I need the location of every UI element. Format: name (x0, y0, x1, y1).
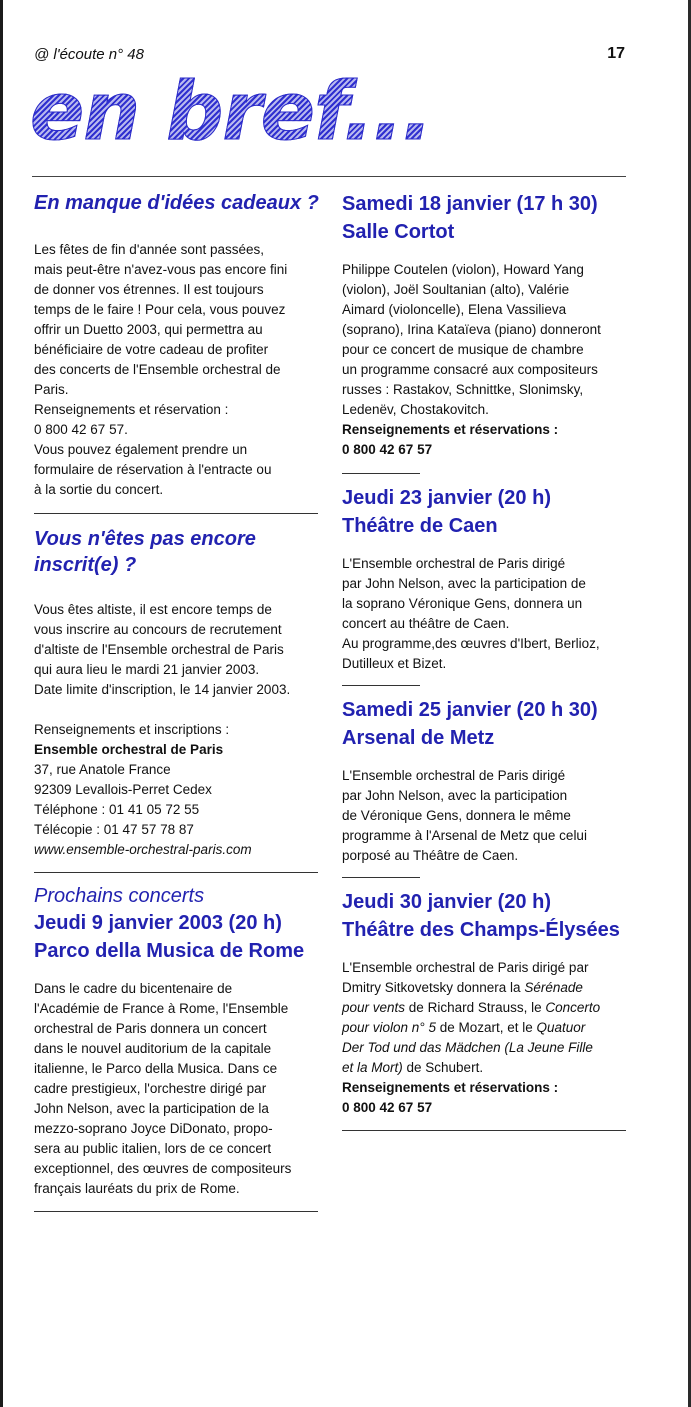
text-line: porposé au Théâtre de Caen. (342, 848, 519, 863)
metz-concert-text (342, 766, 627, 866)
work-title-line: Der Tod und das Mädchen (La Jeune Fille (342, 1040, 593, 1055)
text-line: l'Académie de France à Rome, l'Ensemble (34, 1001, 289, 1016)
work-title: Concerto (545, 1000, 601, 1015)
text-line: la soprano Véronique Gens, donnera un (342, 596, 583, 611)
text-line: Aimard (violoncelle), Elena Vassilieva (342, 302, 567, 317)
text-line: L'Ensemble orchestral de Paris dirigé (342, 556, 566, 571)
text-line: exceptionnel, des œuvres de compositeurs (34, 1161, 292, 1176)
upcoming-concerts-kicker: Prochains concerts (34, 885, 205, 907)
website-link[interactable]: www.ensemble-orchestral-paris.com (34, 842, 252, 857)
text-line: temps de le faire ! Pour cela, vous pouvez (34, 302, 286, 317)
caen-concert-heading (342, 484, 627, 540)
text-line: (violon), Joël Soultanian (alto), Valérie (342, 282, 570, 297)
work-title: pour violon n° 5 (342, 1020, 436, 1035)
text-line: Paris. (34, 382, 69, 397)
registration-heading-line: Vous n'êtes pas encore (34, 528, 256, 550)
gift-heading: En manque d'idées cadeaux ? (34, 192, 319, 214)
champs-elysees-concert-text (342, 958, 627, 1118)
text-line: John Nelson, avec la participation de la (34, 1101, 269, 1116)
banner-title: en bref... (30, 65, 432, 158)
contact-address: 37, rue Anatole France (34, 762, 171, 777)
text-line: vous inscrire au concours de recrutement (34, 622, 282, 637)
text-line: mais peut-être n'avez-vous pas encore fini (34, 262, 288, 277)
text-line: des concerts de l'Ensemble orchestral de (34, 362, 281, 377)
champs-elysees-concert-heading (342, 888, 627, 944)
section-divider (34, 1211, 318, 1212)
work-title: et la Mort) (342, 1060, 403, 1075)
phone-number: 0 800 42 67 57. (34, 422, 128, 437)
text-line: français lauréats du prix de Rome. (34, 1181, 240, 1196)
cortot-concert-heading (342, 190, 627, 246)
text-line: mezzo-soprano Joyce DiDonato, propo- (34, 1121, 273, 1136)
section-banner (30, 65, 432, 158)
text-line: italienne, le Parco della Musica. Dans ce (34, 1061, 278, 1076)
rome-concert-text (34, 979, 319, 1199)
text-line (342, 1058, 627, 1078)
text-line: pour ce concert de musique de chambre (342, 342, 584, 357)
banner-divider (32, 176, 626, 177)
concert-venue: Arsenal de Metz (342, 727, 495, 749)
concert-venue: Parco della Musica de Rome (34, 940, 305, 962)
text-line: L'Ensemble orchestral de Paris dirigé par (342, 960, 589, 975)
text-line: orchestral de Paris donnera un concert (34, 1021, 267, 1036)
metz-concert-heading (342, 696, 627, 752)
text-fragment: de Schubert. (402, 1060, 484, 1075)
cortot-concert-text (342, 260, 627, 460)
section-divider (342, 1130, 626, 1131)
concert-date: Jeudi 30 janvier (20 h) (342, 891, 551, 913)
caen-concert-text (342, 554, 627, 674)
text-line: par John Nelson, avec la participation (342, 788, 568, 803)
registration-text (34, 600, 319, 860)
issue-label: @ l'écoute n° 48 (34, 46, 144, 63)
reservation-phone: 0 800 42 67 57 (342, 1100, 433, 1115)
text-fragment: de Richard Strauss, le (405, 1000, 546, 1015)
text-line (342, 1018, 627, 1038)
rome-concert-heading (34, 909, 319, 965)
text-line: de donner vos étrennes. Il est toujours (34, 282, 264, 297)
left-column (34, 190, 319, 1212)
text-line: russes : Rastakov, Schnittke, Slonimsky, (342, 382, 584, 397)
text-line: Dans le cadre du bicentenaire de (34, 981, 233, 996)
concert-venue: Salle Cortot (342, 221, 455, 243)
concert-venue: Théâtre des Champs-Élysées (342, 919, 620, 941)
text-line: Au programme,des œuvres d'Ibert, Berlioz, (342, 636, 600, 651)
text-line: cadre prestigieux, l'orchestre dirigé par (34, 1081, 267, 1096)
scan-edge-left (0, 0, 3, 1407)
concert-venue: Théâtre de Caen (342, 515, 498, 537)
text-line: par John Nelson, avec la participation de (342, 576, 586, 591)
concert-date: Jeudi 23 janvier (20 h) (342, 487, 551, 509)
text-line: de Véronique Gens, donnera le même (342, 808, 571, 823)
text-line: Vous pouvez également prendre un (34, 442, 248, 457)
work-title: Quatuor (536, 1020, 586, 1035)
text-line: Philippe Coutelen (violon), Howard Yang (342, 262, 584, 277)
text-fragment: Dmitry Sitkovetsky donnera la (342, 980, 525, 995)
concert-date: Samedi 18 janvier (17 h 30) (342, 193, 598, 215)
text-line: dans le nouvel auditorium de la capitale (34, 1041, 272, 1056)
concert-date: Samedi 25 janvier (20 h 30) (342, 699, 598, 721)
reservation-phone: 0 800 42 67 57 (342, 442, 433, 457)
text-line: Dutilleux et Bizet. (342, 656, 447, 671)
text-line: à la sortie du concert. (34, 482, 164, 497)
gift-text (34, 240, 319, 500)
text-line (342, 998, 627, 1018)
right-column (342, 190, 627, 1131)
contact-fax: Télécopie : 01 47 57 78 87 (34, 822, 194, 837)
contact-city: 92309 Levallois-Perret Cedex (34, 782, 212, 797)
registration-heading-line: inscrit(e) ? (34, 554, 137, 576)
text-line: Ledenëv, Chostakovitch. (342, 402, 489, 417)
text-line: (soprano), Irina Kataïeva (piano) donneront (342, 322, 601, 337)
text-line: concert au théâtre de Caen. (342, 616, 510, 631)
text-line: un programme consacré aux compositeurs (342, 362, 598, 377)
contact-intro: Renseignements et inscriptions : (34, 722, 230, 737)
text-line: L'Ensemble orchestral de Paris dirigé (342, 768, 566, 783)
text-line: qui aura lieu le mardi 21 janvier 2003. (34, 662, 260, 677)
text-line: offrir un Duetto 2003, qui permettra au (34, 322, 263, 337)
contact-org: Ensemble orchestral de Paris (34, 742, 224, 757)
work-title: Sérénade (524, 980, 583, 995)
text-line: formulaire de réservation à l'entracte ou (34, 462, 272, 477)
text-fragment: de Mozart, et le (435, 1020, 537, 1035)
text-line: bénéficiaire de votre cadeau de profiter (34, 342, 269, 357)
page-number: 17 (607, 45, 625, 62)
reservation-label: Renseignements et réservations : (342, 1080, 559, 1095)
text-line: Les fêtes de fin d'année sont passées, (34, 242, 264, 257)
work-title: pour vents (342, 1000, 406, 1015)
text-line: d'altiste de l'Ensemble orchestral de Paris (34, 642, 284, 657)
text-line: Date limite d'inscription, le 14 janvier 2003. (34, 682, 291, 697)
text-line: Vous êtes altiste, il est encore temps de (34, 602, 272, 617)
contact-phone: Téléphone : 01 41 05 72 55 (34, 802, 200, 817)
reservation-label: Renseignements et réservations : (342, 422, 559, 437)
text-line: programme à l'Arsenal de Metz que celui (342, 828, 587, 843)
concert-date: Jeudi 9 janvier 2003 (20 h) (34, 912, 282, 934)
text-line (342, 978, 627, 998)
text-line: Renseignements et réservation : (34, 402, 229, 417)
text-line: sera au public italien, lors de ce concert (34, 1141, 272, 1156)
registration-heading (34, 526, 319, 578)
